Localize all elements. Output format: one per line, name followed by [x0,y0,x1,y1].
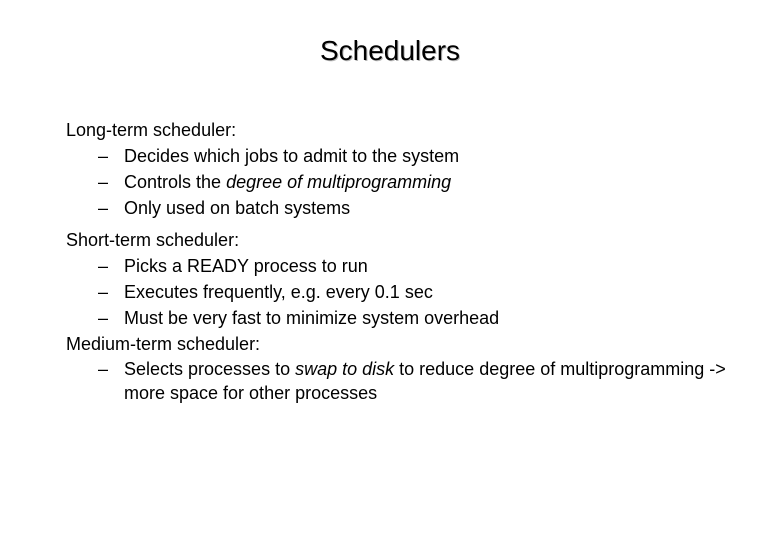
short-term-scheduler-bullets [66,253,746,331]
bullet-text: Selects processes to [124,359,296,379]
slide-body [66,117,746,405]
bullet-text: Controls the [124,172,227,192]
slide-title: Schedulers [319,35,461,66]
bullet-item [66,305,746,331]
bullet-item [66,195,746,221]
bullet-emphasis: swap to disk [295,359,395,379]
dash-marker: – [98,308,109,328]
bullet-text: Decides which jobs to admit to the system [124,146,460,166]
dash-marker: – [98,256,109,276]
dash-marker: – [98,172,109,192]
long-term-scheduler-bullets [66,143,746,221]
dash-marker: – [98,146,109,166]
dash-marker: – [98,359,109,379]
bullet-item [66,357,746,405]
medium-term-scheduler-heading: Medium-term scheduler: [66,334,261,354]
medium-term-scheduler-bullets [66,357,746,405]
bullet-text: Picks a READY process to run [124,256,368,276]
bullet-emphasis: degree of multiprogramming [226,172,452,192]
bullet-item [66,279,746,305]
dash-marker: – [98,282,109,302]
dash-marker: – [98,198,109,218]
bullet-text-continued: to reduce degree of multiprogramming -> more space for other processes [124,359,726,403]
bullet-text: Must be very fast to minimize system overhead [124,308,500,328]
bullet-text: Only used on batch systems [124,198,351,218]
bullet-item [66,143,746,169]
bullet-item [66,169,746,195]
short-term-scheduler-heading: Short-term scheduler: [66,230,240,250]
bullet-item [66,253,746,279]
bullet-text: Executes frequently, e.g. every 0.1 sec [124,282,433,302]
long-term-scheduler-heading: Long-term scheduler: [66,120,237,140]
